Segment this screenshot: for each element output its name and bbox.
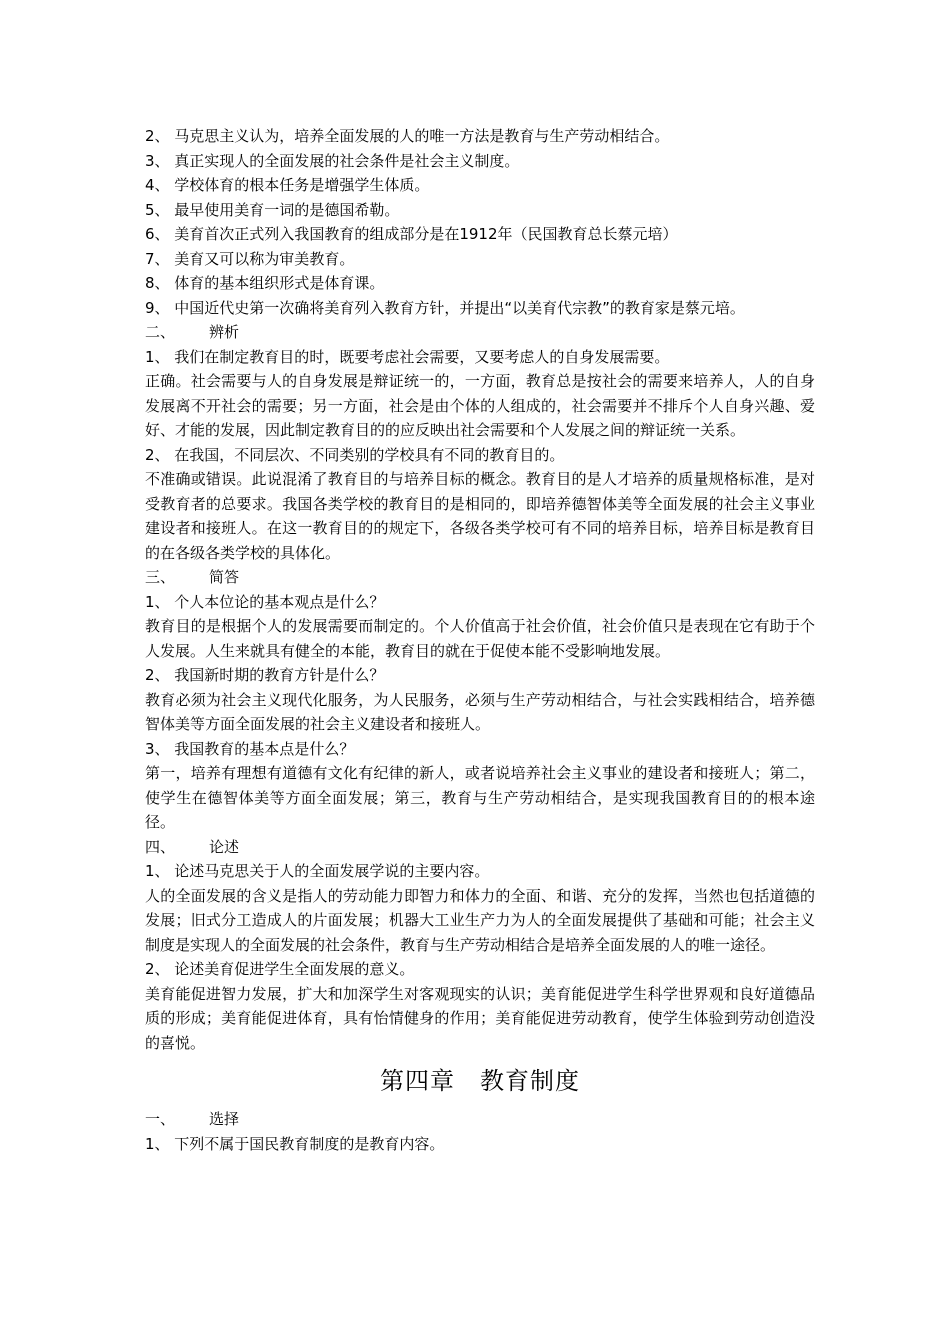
document-content xyxy=(145,124,815,1156)
question-line: 3、 我国教育的基本点是什么？ xyxy=(145,739,355,758)
section-heading xyxy=(145,320,815,345)
question-line: 8、 体育的基本组织形式是体育课。 xyxy=(145,274,385,292)
section-title: 论述 xyxy=(209,837,240,856)
answer-paragraph: 人的全面发展的含义是指人的劳动能力即智力和体力的全面、和谐、充分的发挥，当然也包括道德的发展；旧式分工造成人的片面发展；机器大工业生产力为人的全面发展提供了基础和可能；社会主义制度是实现人的全面发展的社会条件，教育与生产劳动相结合是培养全面发展的人的唯一途径。 xyxy=(145,886,815,954)
question-line: 3、 真正实现人的全面发展的社会条件是社会主义制度。 xyxy=(145,151,520,170)
answer-paragraph: 教育必须为社会主义现代化服务，为人民服务，必须与生产劳动相结合，与社会实践相结合，培养德智体美等方面全面发展的社会主义建设者和接班人。 xyxy=(145,690,815,733)
block-before-chapter xyxy=(145,124,815,1055)
question-line: 9、 中国近代史第一次确将美育列入教育方针，并提出“以美育代宗教”的教育家是蔡元培。 xyxy=(145,298,745,317)
question-line: 1、 下列不属于国民教育制度的是教育内容。 xyxy=(145,1134,445,1153)
question-line: 7、 美育又可以称为审美教育。 xyxy=(145,249,355,268)
section-number: 四、 xyxy=(145,837,176,856)
section-number: 三、 xyxy=(145,568,176,586)
question-line: 2、 论述美育促进学生全面发展的意义。 xyxy=(145,960,415,978)
question-line: 2、 在我国，不同层次、不同类别的学校具有不同的教育目的。 xyxy=(145,445,565,464)
answer-paragraph: 不准确或错误。此说混淆了教育目的与培养目标的概念。教育目的是人才培养的质量规格标准，是对受教育者的总要求。我国各类学校的教育目的是相同的，即培养德智体美等全面发展的社会主义事业建设者和接班人。在这一教育目的的规定下，各级各类学校可有不同的培养目标，培养目标是教育目的在各级各类学校的具体化。 xyxy=(145,470,815,562)
section-title: 辨析 xyxy=(209,323,240,341)
question-line: 2、 马克思主义认为，培养全面发展的人的唯一方法是教育与生产劳动相结合。 xyxy=(145,127,670,145)
section-number: 二、 xyxy=(145,323,176,341)
answer-paragraph: 美育能促进智力发展，扩大和加深学生对客观现实的认识；美育能促进学生科学世界观和良好道德品质的形成；美育能促进体育，具有怡情健身的作用；美育能促进劳动教育，使学生体验到劳动创造没的喜悦。 xyxy=(145,984,815,1052)
answer-paragraph: 教育目的是根据个人的发展需要而制定的。个人价值高于社会价值，社会价值只是表现在它有助于个人发展。人生来就具有健全的本能，教育目的就在于促使本能不受影响地发展。 xyxy=(145,617,815,660)
question-line: 1、 个人本位论的基本观点是什么？ xyxy=(145,592,385,611)
question-line: 1、 我们在制定教育目的时，既要考虑社会需要，又要考虑人的自身发展需要。 xyxy=(145,347,670,366)
block-after-chapter xyxy=(145,1107,815,1156)
section-heading xyxy=(145,565,815,590)
question-line: 4、 学校体育的根本任务是增强学生体质。 xyxy=(145,176,430,194)
answer-paragraph: 第一，培养有理想有道德有文化有纪律的新人，或者说培养社会主义事业的建设者和接班人；第二，使学生在德智体美等方面全面发展；第三，教育与生产劳动相结合，是实现我国教育目的的根本途径。 xyxy=(145,764,815,831)
question-line: 2、 我国新时期的教育方针是什么？ xyxy=(145,666,385,684)
section-heading xyxy=(145,835,815,860)
question-line: 6、 美育首次正式列入我国教育的组成部分是在1912年（民国教育总长蔡元培） xyxy=(145,225,678,243)
section-heading xyxy=(145,1107,815,1132)
question-line: 5、 最早使用美育一词的是德国希勒。 xyxy=(145,200,400,219)
chapter-title: 第四章 教育制度 xyxy=(380,1067,580,1095)
section-number: 一、 xyxy=(145,1110,176,1128)
section-title: 选择 xyxy=(209,1110,240,1128)
question-line: 1、 论述马克思关于人的全面发展学说的主要内容。 xyxy=(145,862,490,880)
answer-paragraph: 正确。社会需要与人的自身发展是辩证统一的，一方面，教育总是按社会的需要来培养人，人的自身发展离不开社会的需要；另一方面，社会是由个体的人组成的，社会需要并不排斥个人自身兴趣、爱好、才能的发展，因此制定教育目的的应反映出社会需要和个人发展之间的辩证统一关系。 xyxy=(145,372,815,439)
section-title: 简答 xyxy=(209,568,240,586)
